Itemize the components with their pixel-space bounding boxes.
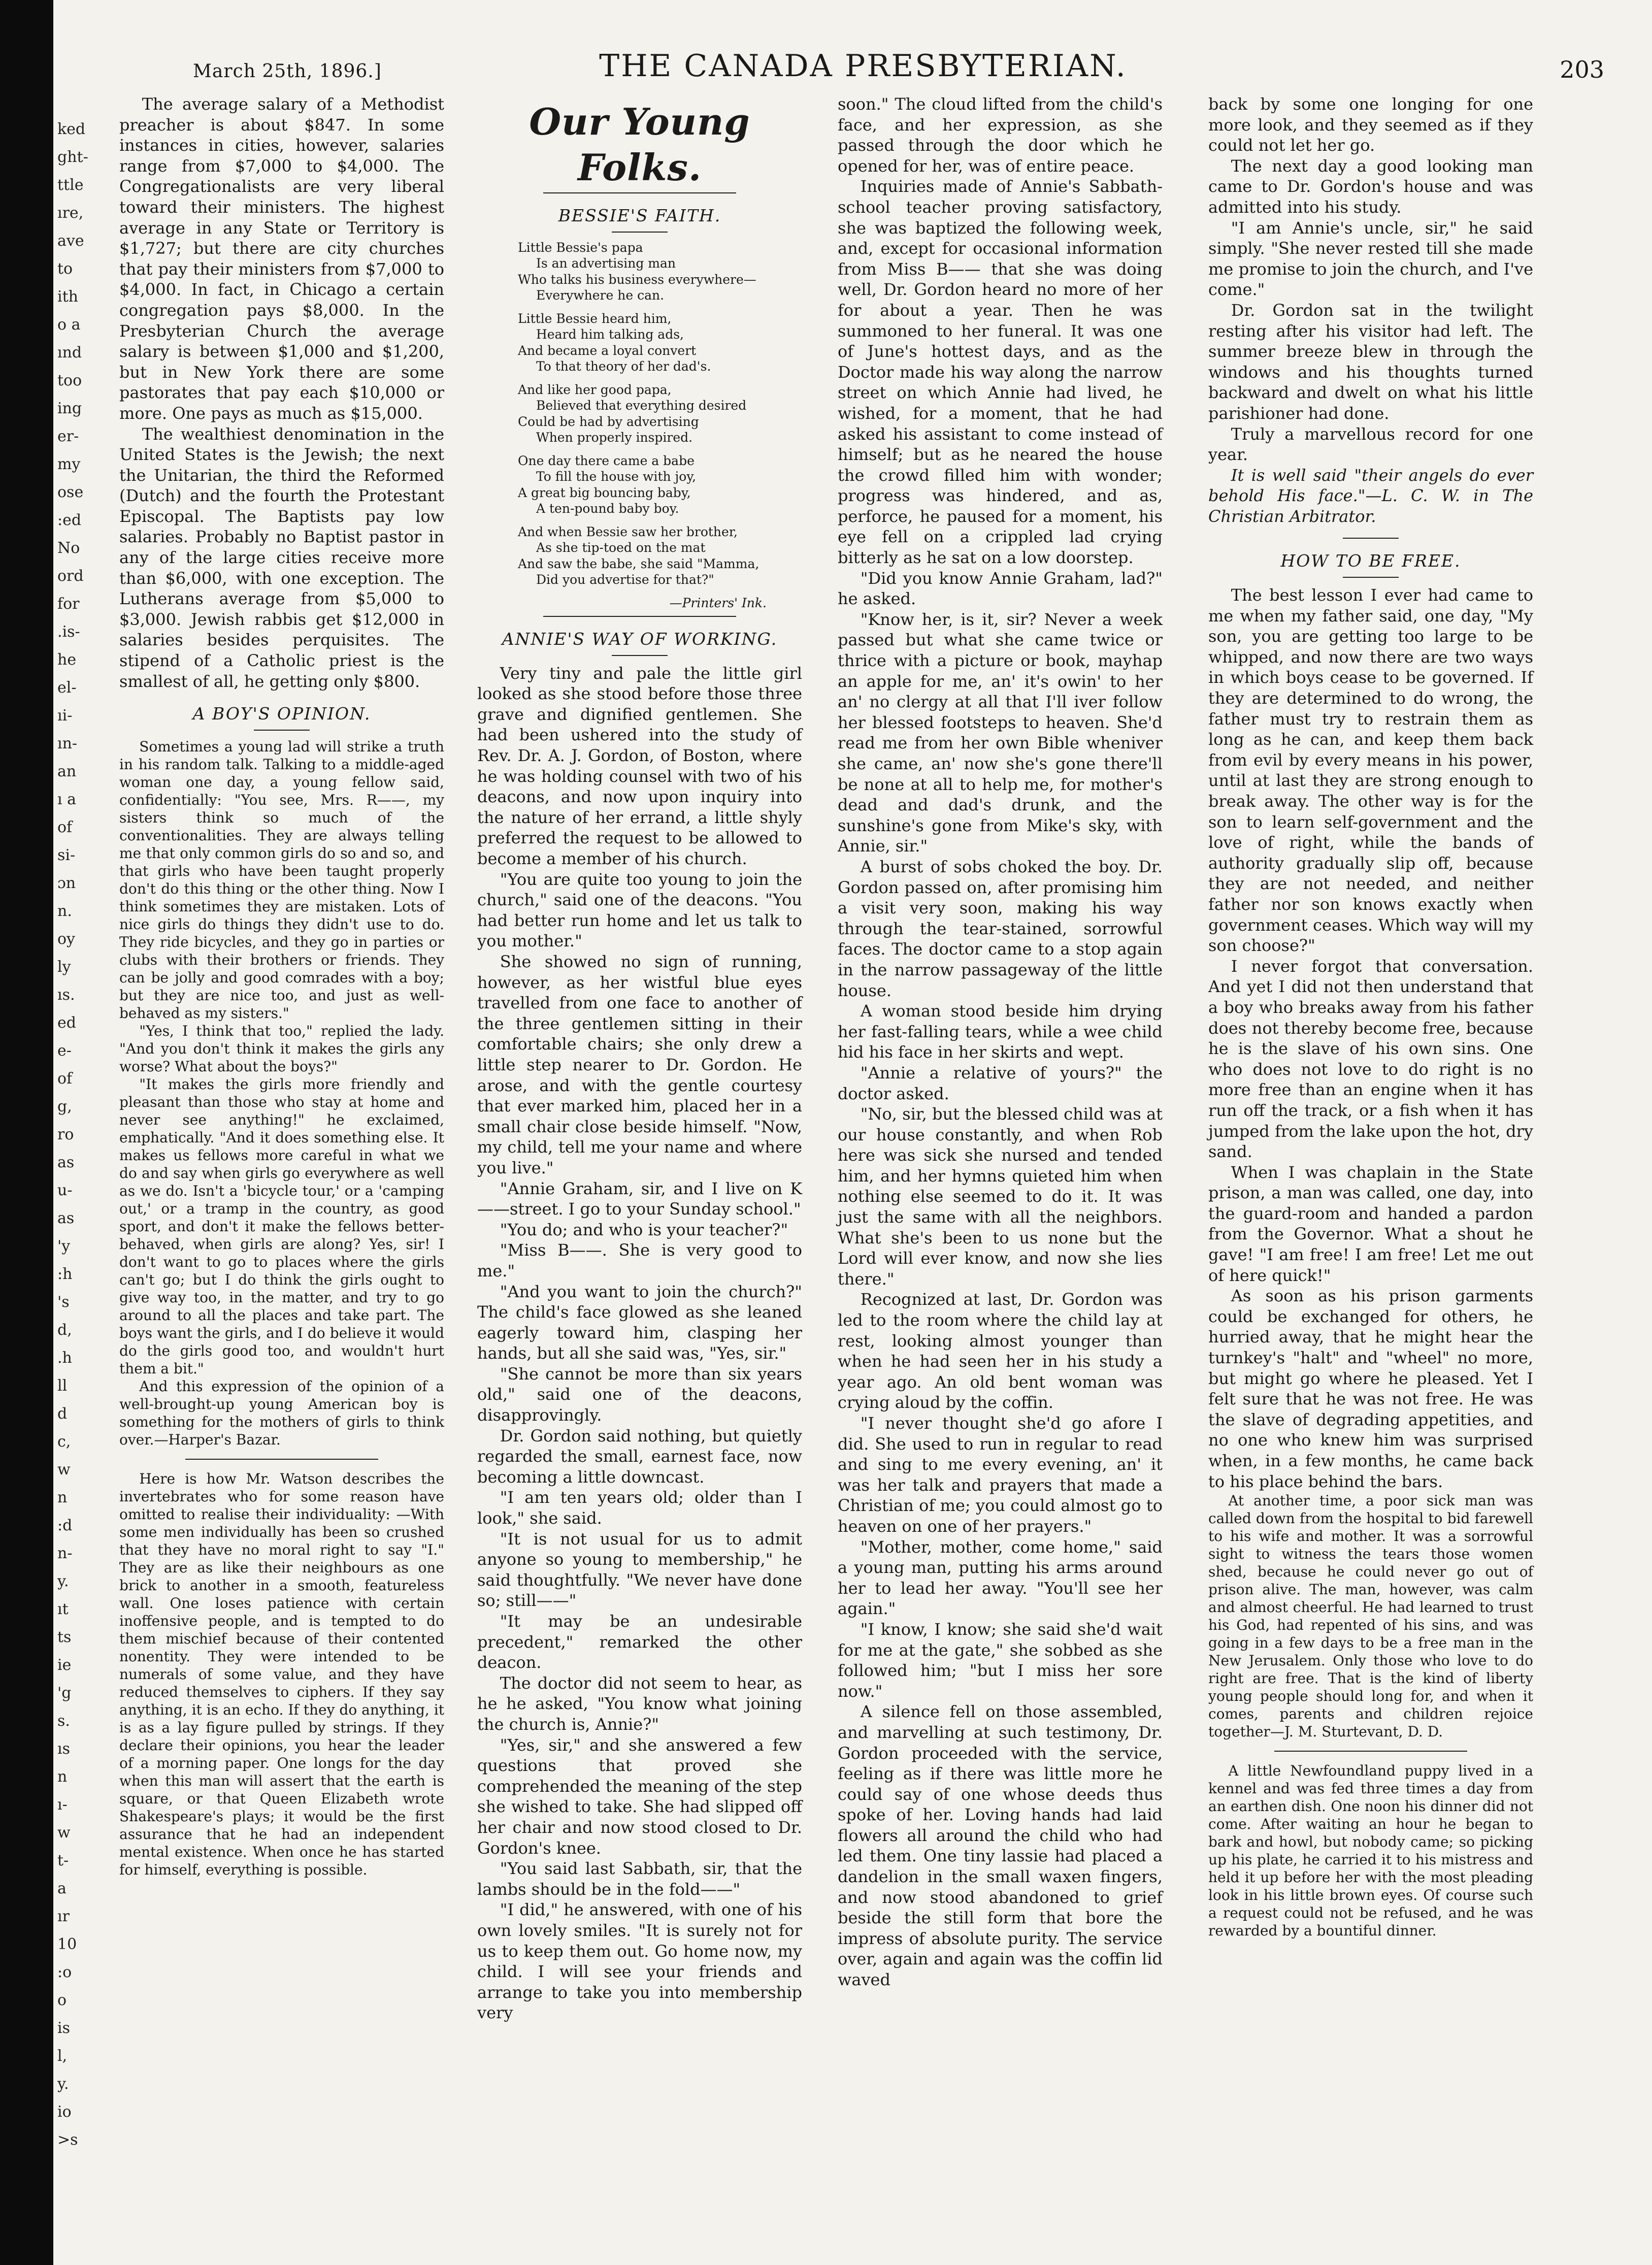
divider: [543, 192, 736, 193]
poem-line: As she tip-toed on the mat: [536, 540, 706, 555]
poem-line: One day there came a babe: [518, 453, 695, 468]
paragraph: A burst of sobs choked the boy. Dr. Gordon passed on, after promising him a visit very soon, making his way through the tear-stained, sorrowful faces. The doctor came to a stop again in the narrow passageway of the little house.: [838, 857, 1163, 1000]
binding-edge: [0, 0, 53, 2265]
gutter-fragment: :d: [57, 1517, 73, 1534]
gutter-fragment: n.: [57, 902, 72, 920]
gutter-fragment: io: [57, 2103, 72, 2121]
column-2: [477, 94, 802, 2023]
paragraph: Inquiries made of Annie's Sabbath-school teacher proving satisfactory, she was baptized the following week, and, except for occasional information from Miss B—— that she was doing well, Dr. Gordon heard no more of her for about a year. Then he was summoned to her funeral. It was one of June's hottest days, and as the Doctor made his way along the narrow street on which Annie had lived, he wished, for a moment, that he had asked his assistant to come instead of himself; but as he neared the house the crowd filled him with wonder; progress was hindered, and as, perforce, he paused for a moment, his eye fell on a crippled lad crying bitterly as he sat on a low doorstep.: [838, 177, 1163, 568]
gutter-fragment: ı a: [57, 791, 77, 808]
divider: [612, 655, 668, 656]
poem-line: To fill the house with joy,: [536, 469, 697, 484]
gutter-fragment: too: [57, 372, 82, 389]
article-salaries: The average salary of a Methodist preacher is about $847. In some instances in cities, however, salaries range from $7,000 to $4,000. The Congregationalists are very liberal toward their ministers. The highest average in any State or Territory is $1,727; but there are city churches that pay their ministers from $7,000 to $4,000. In fact, in Chicago a certain congregation pays $8,000. In the Presbyterian Church the average salary is between $1,000 and $1,200, but in New York there are some pastorates that pay each $10,000 or more. One pays as much as $15,000.: [119, 94, 444, 423]
gutter-fragment: No: [57, 539, 80, 557]
poem-stanza: [518, 311, 802, 375]
gutter-fragment: of: [57, 818, 73, 836]
paragraph: "It makes the girls more friendly and pleasant than those who stay at home and never see anything!" he exclaimed, emphatically. "And it does something else. It makes us fellows more careful in what we do and say when girls go everywhere as well as we do. Isn't a 'bicycle tour,' or a 'camping out,' or a tramp in the country, as good sport, and don't it make the fellows better-behaved, when girls are along? Yes, sir! I don't want to go to places where the girls can't go; but I do think the girls ought to give way too, in the matter, and try to go around to all the places and take part. The boys want the girls, and I do believe it would do the girls good too, and wouldn't hurt them a bit.": [119, 1075, 444, 1377]
gutter-fragment: ll: [57, 1377, 68, 1395]
paragraph: "You do; and who is your teacher?": [500, 1220, 788, 1239]
gutter-fragment: ose: [57, 483, 84, 501]
gutter-fragment: n: [57, 1768, 68, 1786]
paragraph: "You are quite too young to join the church," said one of the deacons. "You had better run home and let us talk to you mother.": [477, 869, 802, 951]
poem-credit: —Printers' Ink.: [669, 595, 767, 610]
paragraph: "You said last Sabbath, sir, that the lambs should be in the fold——": [477, 1859, 802, 1899]
gutter-fragment: d: [57, 1405, 68, 1423]
paragraph: When I was chaplain in the State prison, a man was called, one day, into the guard-room and handed a pardon from the Governor. What a shout he gave! "I am free! I am free! Let me out of here quick!": [1208, 1162, 1533, 1285]
paragraph: I never forgot that conversation. And yet I did not then understand that a boy who breaks away from his father does not thereby become free, because he is the slave of his own sins. One who does not love to do right is no more free than an engine when it has run off the track, or a fish when it has jumped from the lake upon the hot, dry sand.: [1208, 956, 1533, 1162]
poem-line: Little Bessie heard him,: [518, 311, 672, 326]
gutter-fragment: w: [57, 1461, 71, 1479]
gutter-fragment: ing: [57, 400, 82, 417]
paragraph: As soon as his prison garments could be exchanged for others, he hurried away, that he might hear the turnkey's "halt" and "wheel" no more, but might go where he pleased. Yet I felt sure that he was not free. He was the slave of degrading appetities, and no one who knew him was surprised when, in a few months, he came back to his place behind the bars.: [1208, 1286, 1533, 1491]
page-number: 203: [1560, 56, 1604, 83]
boys-opinion-text: [119, 738, 444, 1449]
poem-line: And became a loyal convert: [518, 343, 697, 358]
gutter-fragment: :h: [57, 1265, 73, 1283]
gutter-fragment: of: [57, 1070, 73, 1088]
puppy-text: [1208, 1762, 1533, 1940]
poem-line: Is an advertising man: [536, 256, 676, 271]
paragraph: The best lesson I ever had came to me when my father said, one day, "My son, you are getting too large to be whipped, and now there are two ways in which boys cease to be governed. If they are determined to do wrong, the father must try to restrain them as long as he can, and keep them back from evil by every means in his power, until at last they are strong enough to break away. The other way is for the son to learn self-government and the love of right, while the bands of authority gradually slip off, because they are not needed, and neither father nor son knows exactly when government ceases. Which way will my son choose?": [1208, 585, 1533, 956]
gutter-fragment: si-: [57, 846, 76, 864]
gutter-fragment: ıre,: [57, 204, 84, 222]
gutter-fragment: my: [57, 455, 81, 473]
gutter-fragment: .h: [57, 1349, 72, 1367]
gutter-fragment: g,: [57, 1098, 72, 1115]
poem-line: Believed that everything desired: [536, 398, 747, 413]
column-1: [119, 94, 444, 1879]
paragraph: "Did you know Annie Graham, lad?" he asked.: [838, 568, 1163, 609]
paragraph: A little Newfoundland puppy lived in a kennel and was fed three times a day from an earthen dish. One noon his dinner did not come. After waiting an hour he began to bark and howl, but nobody came; so picking up his plate, he carried it to his mistress and held it up before her with the most pleading look in his little brown eyes. Of course such a request could not be refused, and he was rewarded by a bountiful dinner.: [1208, 1762, 1533, 1940]
gutter-fragment: o a: [57, 316, 81, 334]
paragraph: Very tiny and pale the little girl looked as she stood before those three grave and dignified gentlemen. She had been ushered into the study of Rev. Dr. A. J. Gordon, of Boston, where he was holding counsel with two of his deacons, and now upon inquiry into the nature of her errand, a little shyly preferred the request to be allowed to become a member of his church.: [477, 663, 802, 869]
gutter-fragment: n-: [57, 1545, 73, 1562]
paragraph: At another time, a poor sick man was called down from the hospital to bid farewell to his wife and mother. It was a sorrowful sight to witness the tears those women shed, because he could never go out of prison alive. The man, however, was calm and almost cheerful. He had learned to trust his God, had repented of his sins, and was going in a few days to be a free man in the New Jerusalem. Only those who love to do right are free. That is the kind of liberty young people should long for, and when it comes, parents and children rejoice together—J. M. Sturtevant, D. D.: [1208, 1492, 1533, 1741]
paragraph: She showed no sign of running, however, as her wistful blue eyes travelled from one face to another of the three gentlemen sitting in their comfortable chairs; she only drew a little step nearer to Dr. Gordon. He arose, and with the gentle courtesy that ever marked him, placed her in a small chair close beside himself. "Now, my child, tell me your name and where you live.": [477, 952, 802, 1177]
poem-line: When properly inspired.: [536, 430, 693, 445]
paragraph: Truly a marvellous record for one year.: [1208, 424, 1533, 465]
paragraph: "Yes, sir," and she answered a few questions that proved she comprehended the meaning of the step she wished to take. She had slipped off her chair and now stood closed to Dr. Gordon's knee.: [477, 1735, 802, 1858]
article-denominations: The wealthiest denomination in the United States is the Jewish; the next the Unitarian, the third the Reformed (Dutch) and the fourth the Protestant Episcopal. The Baptists pay low salaries. Probably no Baptist pastor in any of the large cities receive more than $6,000, with one exception. The Lutherans average from $5,000 to $3,000. Jewish rabbis get $12,000 in salaries besides perquisites. The stipend of a Catholic priest is the smallest of all, he getting only $800.: [119, 424, 444, 691]
gutter-fragment: ed: [57, 1014, 76, 1032]
gutter-fragment: ts: [57, 1628, 72, 1646]
gutter-fragment: >s: [57, 2131, 78, 2149]
poem-stanza: [518, 524, 802, 588]
invertebrates-text: [119, 1470, 444, 1879]
paragraph: The next day a good looking man came to Dr. Gordon's house and was admitted into his study.: [1208, 156, 1533, 217]
gutter-fragment: w: [57, 1824, 71, 1842]
poem-stanza: [518, 240, 802, 304]
poem-line: Everywhere he can.: [536, 288, 665, 303]
gutter-fragment: ith: [57, 288, 78, 306]
gutter-fragment: ıs: [57, 1740, 70, 1758]
gutter-fragment: .is-: [57, 623, 80, 641]
page-header: [102, 48, 1625, 94]
poem-credit-wrap: [518, 595, 802, 611]
gutter-fragment: :o: [57, 1963, 72, 1981]
gutter-fragment: 's: [57, 1293, 70, 1311]
gutter-fragment: e-: [57, 1042, 72, 1060]
poem-line: And when Bessie saw her brother,: [518, 524, 738, 539]
gutter-fragment: ın-: [57, 735, 78, 752]
gutter-fragment: ɔn: [57, 874, 76, 892]
paragraph: A woman stood beside him drying her fast-falling tears, while a wee child hid his face in her skirts and wept.: [838, 1001, 1163, 1062]
paragraph: "Miss B——. She is very good to me.": [477, 1240, 802, 1281]
poem-line: And like her good papa,: [518, 382, 672, 397]
paragraph: "I did," he answered, with one of his own lovely smiles. "It is surely not for us to keep them out. Go home now, my child. I will see your friends and arrange to take you into membership very: [477, 1900, 802, 2023]
paragraph: A silence fell on those assembled, and marvelling at such testimony, Dr. Gordon proceeded with the service, feeling as if there was little more he could say of one whose deeds thus spoke of her. Loving hands had laid flowers all around the child who had led them. One tiny lassie had placed a dandelion in the small waxen fingers, and now stood abandoned to grief beside the still form that bore the impress of absolute purity. The service over, again and again was the coffin lid waved: [838, 1702, 1163, 1990]
gutter-fragment: ord: [57, 567, 84, 585]
previous-page-fragments: [53, 0, 102, 2265]
gutter-fragment: as: [57, 1154, 75, 1171]
paragraph: Dr. Gordon said nothing, but quietly regarded the small, earnest face, now becoming a little downcast.: [477, 1426, 802, 1487]
gutter-fragment: ı-: [57, 1796, 68, 1814]
gutter-fragment: :ed: [57, 511, 82, 529]
paragraph: "Yes, I think that too," replied the lady. "And you don't think it makes the girls any worse? What about the boys?": [119, 1022, 444, 1075]
gutter-fragment: y.: [57, 2075, 69, 2093]
gutter-fragment: 10: [57, 1935, 77, 1953]
gutter-fragment: u-: [57, 1181, 73, 1199]
gutter-fragment: ıt: [57, 1600, 69, 1618]
gutter-fragment: ır: [57, 1908, 70, 1925]
gutter-fragment: as: [57, 1209, 75, 1227]
poem-line: Little Bessie's papa: [518, 240, 643, 255]
poem-line: Could be had by advertising: [518, 414, 699, 429]
gutter-fragment: ınd: [57, 344, 82, 362]
divider: [1343, 538, 1399, 539]
gutter-fragment: t-: [57, 1852, 69, 1869]
poem-line: Did you advertise for that?": [536, 572, 714, 587]
gutter-fragment: ie: [57, 1656, 72, 1674]
gutter-fragment: ked: [57, 120, 86, 138]
gutter-fragment: o: [57, 1991, 67, 2009]
poem-line: A great big bouncing baby,: [518, 485, 691, 500]
gutter-fragment: 'g: [57, 1684, 72, 1702]
heading-how-to-be-free: HOW TO BE FREE.: [1280, 551, 1461, 571]
poem-line: Heard him talking ads,: [536, 327, 684, 342]
gutter-fragment: to: [57, 260, 73, 278]
gutter-fragment: ıi-: [57, 707, 73, 725]
poem-line: To that theory of her dad's.: [536, 359, 711, 374]
gutter-fragment: he: [57, 651, 77, 669]
column-4: [1208, 94, 1533, 1940]
gutter-fragment: a: [57, 1880, 67, 1897]
paragraph: "I never thought she'd go afore I did. She used to run in regular to read and sing to me every evening, an' it was her talk and prayers that made a Christian of me; you could almost go to heaven on one of her prayers.": [838, 1414, 1163, 1536]
gutter-fragment: an: [57, 763, 77, 780]
paragraph: back by some one longing for one more look, and they seemed as if they could not let her go.: [1208, 94, 1533, 155]
paragraph: Dr. Gordon sat in the twilight resting after his visitor had left. The summer breeze blew in through the windows and his thoughts turned backward and dwelt on what his little parishioner had done.: [1208, 300, 1533, 423]
paragraph: "I am Annie's uncle, sir," he said simply. "She never rested till she made me promise to join the church, and I've come.": [1208, 218, 1533, 300]
gutter-fragment: y.: [57, 1572, 69, 1590]
paragraph: "I know, I know; she said she'd wait for me at the gate," she sobbed as she followed him; "but I miss her sore now.": [838, 1619, 1163, 1701]
paragraph: soon." The cloud lifted from the child's face, and her expression, as she passed through the door which he opened for her, was of entire peace.: [838, 94, 1163, 176]
gutter-fragment: ro: [57, 1126, 74, 1143]
poem-line: Who talks his business everywhere—: [518, 272, 756, 287]
heading-bessies-faith: BESSIE'S FAITH.: [558, 206, 721, 225]
poem-stanza: [518, 453, 802, 517]
paragraph: "It may be an undesirable precedent," remarked the other deacon.: [477, 1612, 802, 1672]
gutter-fragment: n: [57, 1489, 68, 1506]
gutter-fragment: 'y: [57, 1237, 71, 1255]
gutter-fragment: ly: [57, 958, 71, 976]
paragraph: "No, sir, but the blessed child was at our house constantly, and when Rob here was sick she nursed and tended him, and her hymns quieted him when nothing else seemed to do it. It was just the same with all the neighbors. What she's been to us none but the Lord will ever know, and now she lies there.": [838, 1104, 1163, 1289]
divider: [1274, 1751, 1467, 1752]
gutter-fragment: ttle: [57, 176, 84, 194]
poem-line: And saw the babe, she said "Mamma,: [518, 556, 759, 571]
paragraph: It is well said "their angels do ever behold His face."—L. C. W. in The Christian Arbitrator.: [1208, 465, 1533, 526]
divider: [543, 616, 736, 617]
gutter-fragment: s.: [57, 1712, 70, 1730]
gutter-fragment: er-: [57, 428, 79, 445]
paragraph: "Annie a relative of yours?" the doctor asked.: [838, 1063, 1163, 1103]
paragraph: "I am ten years old; older than I look," she said.: [477, 1488, 802, 1528]
gutter-fragment: ıs.: [57, 986, 75, 1004]
issue-date: March 25th, 1896.]: [193, 61, 382, 82]
newspaper-title: THE CANADA PRESBYTERIAN.: [599, 48, 1127, 84]
gutter-fragment: d,: [57, 1321, 72, 1339]
paragraph: Sometimes a young lad will strike a truth in his random talk. Talking to a middle-aged woman one day, a young fellow said, confidentially: "You see, Mrs. R——, my sisters think so much of the conventionalities. They are always telling me that only common girls do so and so, and that girls who have been taught properly don't do this thing or the other thing. Now I think sometimes they are mistaken. Lots of nice girls do things they didn't use to do. They ride bicycles, and they go in parties or clubs with their brothers or friends. They can be jolly and good comrades with a boy; but they are nice too, and just as well-behaved as my sisters.": [119, 738, 444, 1022]
gutter-fragment: oy: [57, 930, 76, 948]
section-masthead: Our Young Folks.: [529, 100, 750, 189]
divider: [1343, 577, 1399, 578]
gutter-fragment: l,: [57, 2047, 68, 2065]
divider: [612, 232, 668, 233]
paragraph: Recognized at last, Dr. Gordon was led to the room where the child lay at rest, looking almost younger than when he had seen her in his study a year ago. An old bent woman was crying aloud by the coffin.: [838, 1290, 1163, 1413]
paragraph: And this expression of the opinion of a well-brought-up young American boy is something for the mothers of girls to think over.—Harper's Bazar.: [119, 1377, 444, 1448]
paragraph: "And you want to join the church?" The child's face glowed as she leaned eagerly toward him, clasping her hands, but all she said was, "Yes, sir.": [477, 1282, 802, 1363]
poem: [518, 240, 802, 588]
paragraph: "She cannot be more than six years old," said one of the deacons, disapprovingly.: [477, 1364, 802, 1425]
gutter-fragment: ght-: [57, 148, 88, 166]
gutter-fragment: ave: [57, 232, 84, 250]
paragraph: "Mother, mother, come home," said a young man, putting his arms around her to lead her away. "You'll see her again.": [838, 1537, 1163, 1619]
how-to-be-free-end: [1208, 1492, 1533, 1741]
heading-annies-way: ANNIE'S WAY OF WORKING.: [502, 629, 778, 649]
paragraph: "Know her, is it, sir? Never a week passed but what she came twice or thrice with a picture or book, mayhap an apple for me, an' it's owin' to her an' no clergy at all that I'll iver follow her blessed footsteps to heaven. She'd read me from her own Bible wheniver she came, an' now she's gone there'll be none at all to help me, for mother's dead and dad's drunk, and the sunshine's gone from Mike's sky, with Annie, sir.": [838, 609, 1163, 856]
paragraph: Here is how Mr. Watson describes the invertebrates who for some reason have omitted to realise their individuality: —With some men individually has been so crushed that they have no moral right to say "I." They are as like their neighbours as one brick to another in a smooth, featureless wall. One loses patience with certain inoffensive people, and is tempted to do them mischief because of their contented nonentity. They were intended to be numerals of some value, and they have reduced themselves to ciphers. If they say anything, it is an echo. If they do anything, it is as a lay figure pulled by strings. If they declare their opinions, you hear the leader of a morning paper. One longs for the day when this man will assert that the earth is square, or that Queen Elizabeth wrote Shakespeare's plays; it would be the first assurance that he had an independent mental existence. When once he has started for himself, everything is possible.: [119, 1470, 444, 1878]
gutter-fragment: c,: [57, 1433, 71, 1451]
paragraph: "It is not usual for us to admit anyone so young to membership," he said thoughtfully. "We never have done so; still——": [477, 1529, 802, 1611]
gutter-fragment: for: [57, 595, 80, 613]
poem-stanza: [518, 382, 802, 446]
paragraph: "Annie Graham, sir, and I live on K——street. I go to your Sunday school.": [477, 1178, 802, 1219]
divider: [185, 1459, 378, 1460]
gutter-fragment: is: [57, 2019, 70, 2037]
gutter-fragment: el-: [57, 679, 77, 697]
poem-line: A ten-pound baby boy.: [536, 501, 679, 516]
heading-boys-opinion: A BOY'S OPINION.: [192, 704, 371, 724]
column-3: [838, 94, 1163, 1990]
divider: [254, 730, 310, 731]
paragraph: The doctor did not seem to hear, as he he asked, "You know what joining the church is, Annie?": [477, 1673, 802, 1734]
